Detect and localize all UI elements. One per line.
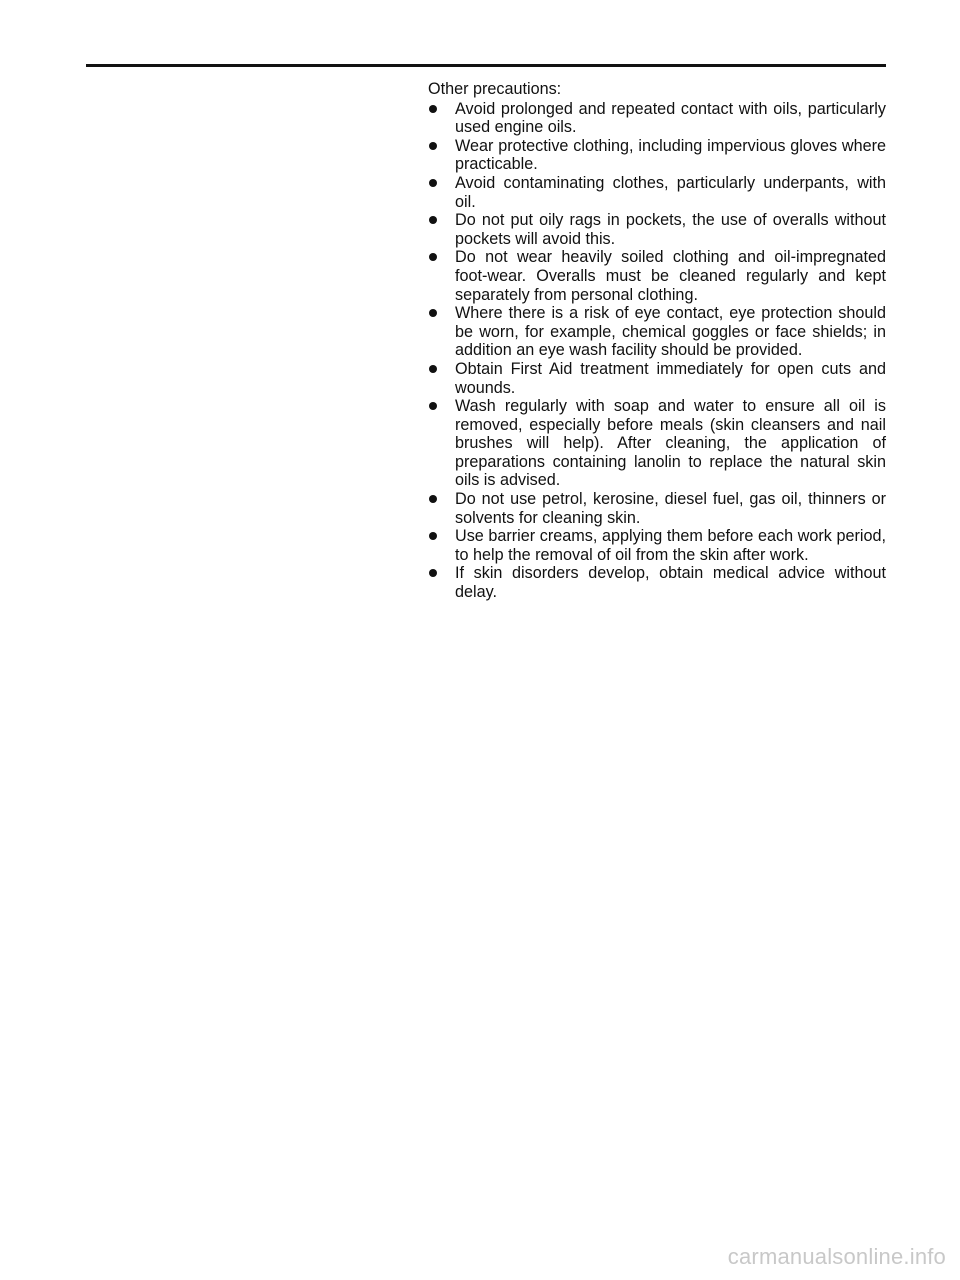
list-item-text: Wear protective clothing, including impervious gloves where practicable.: [455, 136, 886, 174]
precautions-list: [428, 100, 886, 602]
list-item: [428, 397, 886, 490]
bullet-icon: [429, 309, 437, 317]
bullet-icon: [429, 365, 437, 373]
list-item-text: Avoid prolonged and repeated contact with oils, particularly used engine oils.: [455, 99, 886, 137]
list-item-text: Obtain First Aid treatment immediately for open cuts and wounds.: [455, 359, 886, 397]
list-item: [428, 100, 886, 137]
list-item: [428, 211, 886, 248]
bullet-icon: [429, 569, 437, 577]
watermark: carmanualsonline.info: [727, 1244, 946, 1269]
section-heading: Other precautions:: [428, 80, 562, 98]
bullet-icon: [429, 253, 437, 261]
list-item-text: Avoid contaminating clothes, particularly underpants, with oil.: [455, 173, 886, 211]
list-item: [428, 248, 886, 304]
bullet-icon: [429, 216, 437, 224]
list-item-text: Wash regularly with soap and water to ensure all oil is removed, especially before meals (skin cleansers and nail brushes will help). After cleaning, the application of preparations containing lanolin to replace the natural skin oils is advised.: [455, 397, 886, 490]
precautions-section: [428, 80, 886, 602]
bullet-icon: [429, 142, 437, 150]
list-item-text: Use barrier creams, applying them before each work period, to help the removal of oil from the skin after work.: [455, 527, 886, 564]
list-item-text: Do not wear heavily soiled clothing and oil-impregnated foot-wear. Overalls must be cleaned regularly and kept separately from personal clothing.: [455, 248, 886, 304]
list-item-text: Where there is a risk of eye contact, eye protection should be worn, for example, chemical goggles or face shields; in addition an eye wash facility should be provided.: [455, 304, 886, 360]
list-item: [428, 490, 886, 527]
list-item: [428, 304, 886, 360]
bullet-icon: [429, 495, 437, 503]
list-item-text: Do not put oily rags in pockets, the use of overalls without pockets will avoid this.: [455, 211, 886, 248]
list-item: [428, 564, 886, 601]
list-item: [428, 527, 886, 564]
top-divider-rule: [86, 64, 886, 67]
list-item-text: Do not use petrol, kerosine, diesel fuel, gas oil, thinners or solvents for cleaning skin.: [455, 490, 886, 527]
list-item: [428, 137, 886, 174]
bullet-icon: [429, 105, 437, 113]
bullet-icon: [429, 179, 437, 187]
list-item-text: If skin disorders develop, obtain medical advice without delay.: [455, 564, 886, 602]
bullet-icon: [429, 402, 437, 410]
list-item: [428, 174, 886, 211]
list-item: [428, 360, 886, 397]
bullet-icon: [429, 532, 437, 540]
